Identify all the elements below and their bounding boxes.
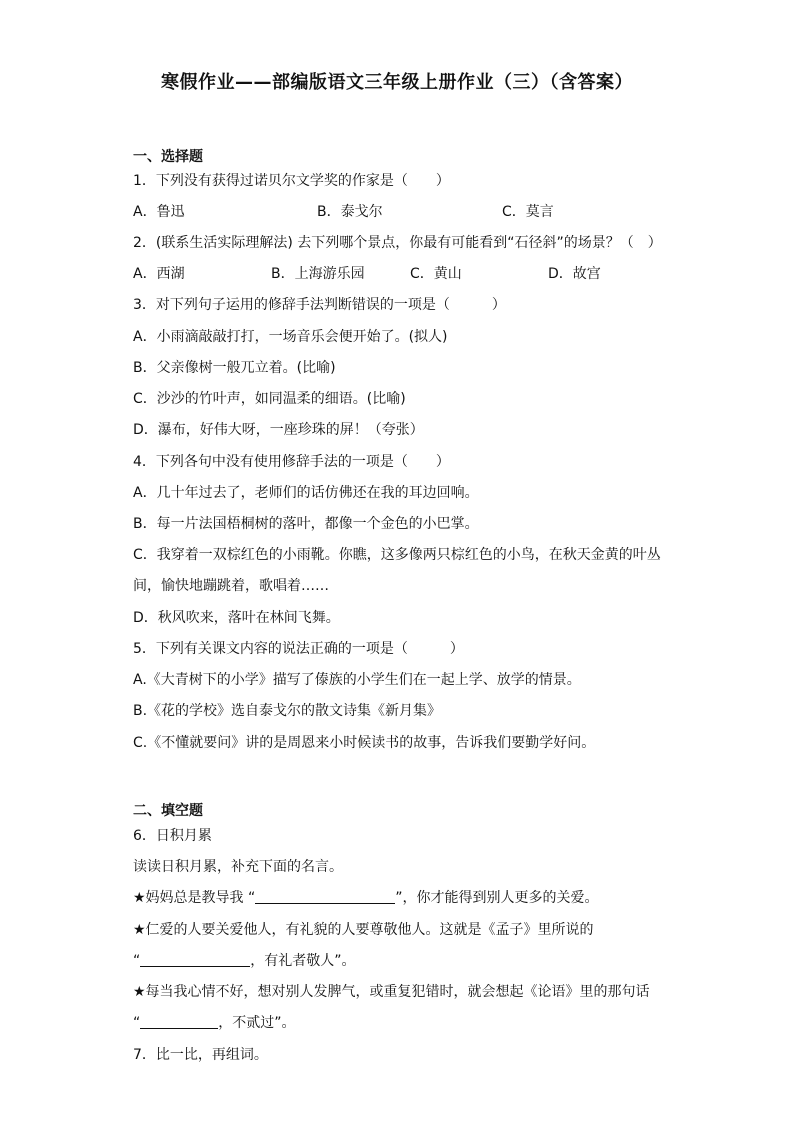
question-7-stem: 7．比一比，再组词。 [133, 1047, 268, 1063]
q6-item-3-prefix: “ [133, 1015, 141, 1031]
q6-item-2-continued [133, 951, 356, 971]
q4-option-c-continued: 间，愉快地蹦跳着，歌唱着…… [133, 578, 329, 594]
q5-option-c: C.《不懂就要问》讲的是周恩来小时候读书的故事，告诉我们要勤学好问。 [133, 735, 596, 751]
question-6-stem: 6．日积月累 [133, 828, 212, 844]
q6-item-2-prefix: “ [133, 953, 141, 969]
answer-blank-1[interactable] [255, 889, 395, 904]
q4-option-c: C．我穿着一双棕红色的小雨靴。你瞧，这多像两只棕红色的小鸟，在秋天金黄的叶丛 [133, 547, 661, 563]
q6-item-3-suffix: ，不贰过”。 [218, 1015, 296, 1031]
section-heading-fill: 二、填空题 [133, 803, 203, 819]
question-5-stem: 5．下列有关课文内容的说法正确的一项是（ ） [133, 641, 464, 657]
q5-option-a: A.《大青树下的小学》描写了傣族的小学生们在一起上学、放学的情景。 [133, 672, 581, 688]
q1-option-c: C．莫言 [502, 204, 554, 220]
section-heading-choice: 一、选择题 [133, 149, 203, 165]
q6-item-3-continued [133, 1013, 296, 1033]
q6-item-1-prefix: ★妈妈总是教导我 “ [133, 890, 256, 906]
q2-option-a: A．西湖 [133, 266, 185, 282]
q6-item-1-suffix: ”，你才能得到别人更多的关爱。 [395, 890, 599, 906]
q3-option-d: D．瀑布，好伟大呀，一座珍珠的屏！（夸张） [133, 422, 424, 438]
q6-item-1 [133, 888, 599, 908]
answer-blank-3[interactable] [140, 1014, 218, 1029]
q5-option-b: B.《花的学校》选自泰戈尔的散文诗集《新月集》 [133, 703, 442, 719]
q2-option-c: C．黄山 [410, 266, 462, 282]
q2-option-b: B．上海游乐园 [271, 266, 365, 282]
question-3-stem: 3．对下列句子运用的修辞手法判断错误的一项是（ ） [133, 297, 506, 313]
q2-option-d: D．故宫 [548, 266, 601, 282]
question-1-stem: 1．下列没有获得过诺贝尔文学奖的作家是（ ） [133, 173, 450, 189]
q3-option-c: C．沙沙的竹叶声，如同温柔的细语。(比喻) [133, 391, 406, 407]
question-2-stem: 2．(联系生活实际理解法) 去下列哪个景点，你最有可能看到“石径斜”的场景？（ ） [133, 235, 662, 251]
question-4-stem: 4．下列各句中没有使用修辞手法的一项是（ ） [133, 454, 450, 470]
q6-item-2-suffix: ，有礼者敬人”。 [250, 953, 356, 969]
q3-option-a: A．小雨滴敲敲打打，一场音乐会便开始了。(拟人) [133, 329, 448, 345]
q3-option-b: B．父亲像树一般兀立着。(比喻) [133, 360, 336, 376]
q1-option-a: A．鲁迅 [133, 204, 185, 220]
answer-blank-2[interactable] [140, 952, 250, 967]
q6-intro: 读读日积月累，补充下面的名言。 [133, 859, 343, 875]
q4-option-b: B．每一片法国梧桐树的落叶，都像一个金色的小巴掌。 [133, 516, 479, 532]
q4-option-a: A．几十年过去了，老师们的话仿佛还在我的耳边回响。 [133, 485, 479, 501]
document-title: 寒假作业——部编版语文三年级上册作业（三）（含答案） [161, 72, 633, 93]
q4-option-d: D．秋风吹来，落叶在林间飞舞。 [133, 610, 340, 626]
q6-item-2: ★仁爱的人要关爱他人，有礼貌的人要尊敬他人。这就是《孟子》里所说的 [133, 922, 594, 938]
q1-option-b: B．泰戈尔 [317, 204, 383, 220]
q6-item-3: ★每当我心情不好，想对别人发脾气，或重复犯错时，就会想起《论语》里的那句话 [133, 984, 650, 1000]
